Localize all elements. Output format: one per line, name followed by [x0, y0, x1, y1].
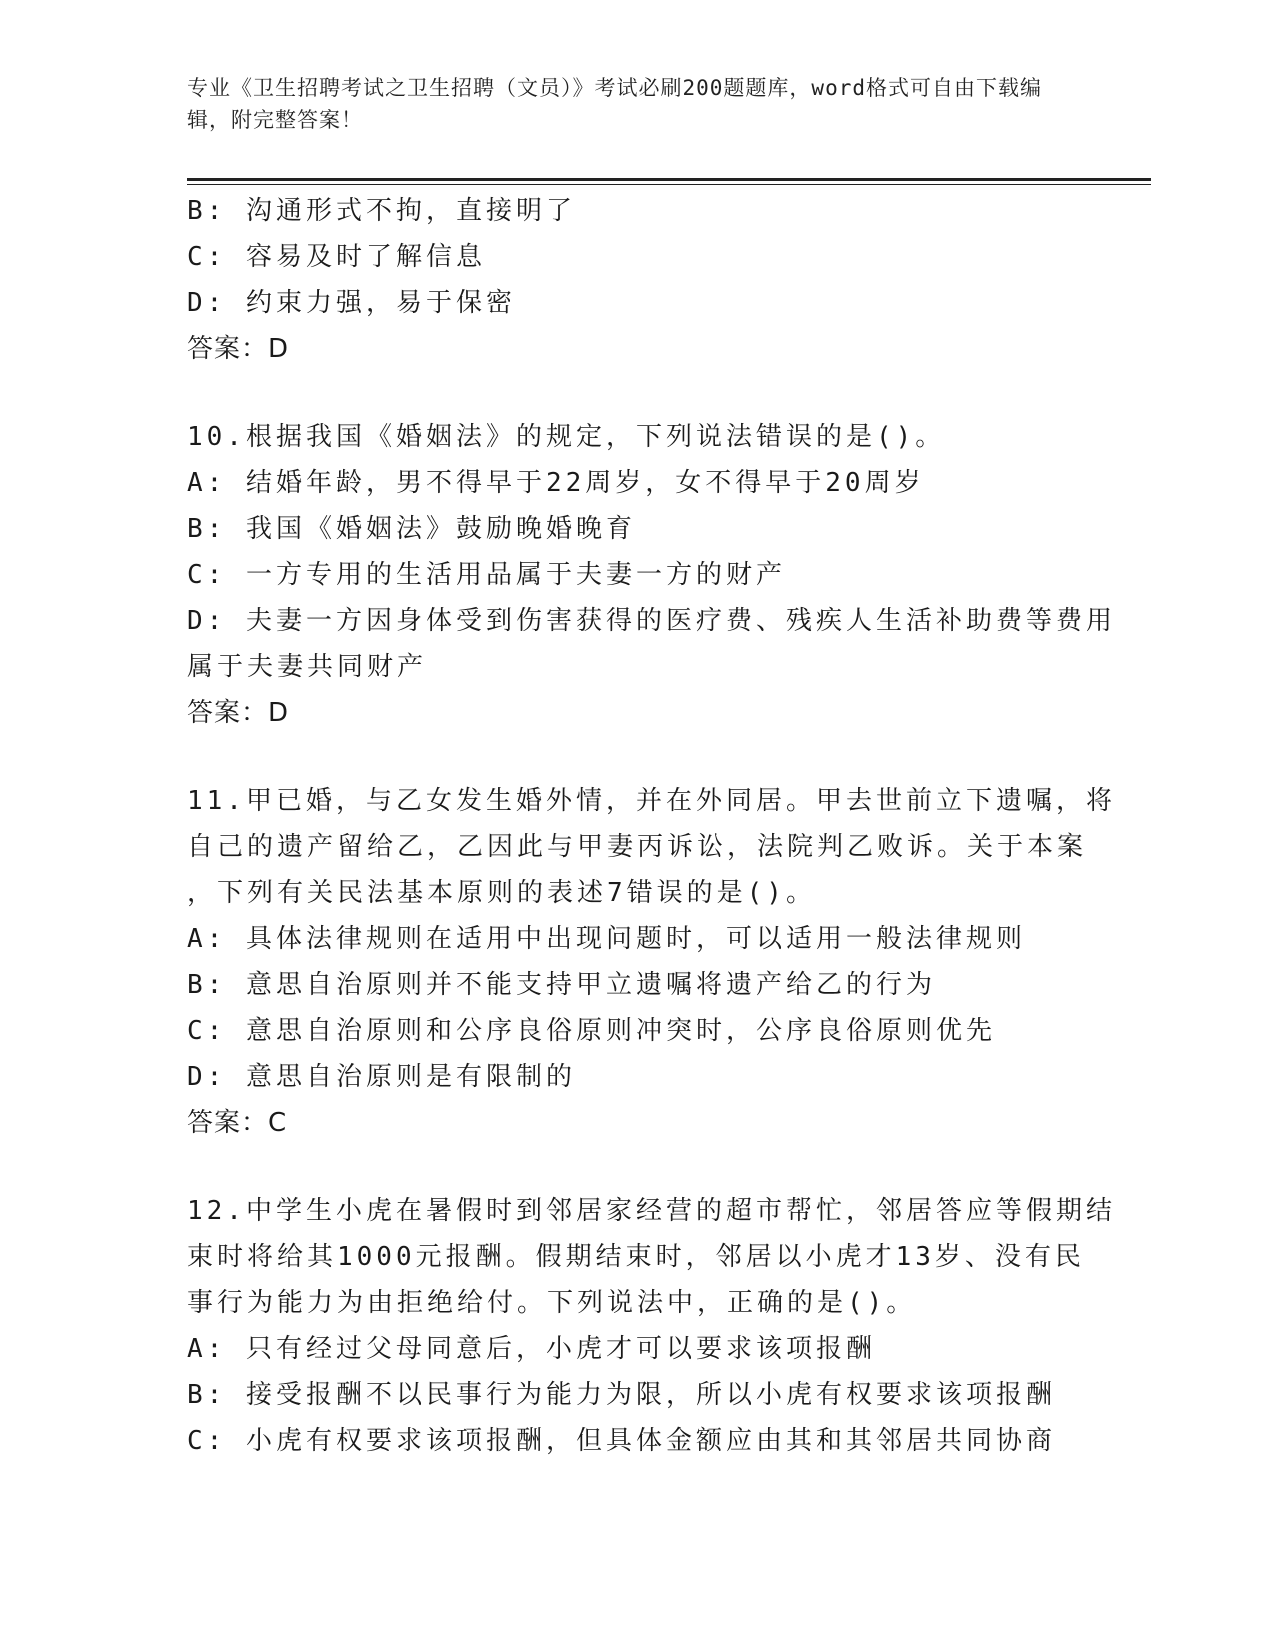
- question-content: [187, 188, 1116, 1464]
- option-d: D: 夫妻一方因身体受到伤害获得的医疗费、残疾人生活补助费等费用: [187, 606, 1116, 636]
- question-block-9: [187, 188, 1087, 372]
- question-stem-line: 束时将给其1000元报酬。假期结束时，邻居以小虎才13岁、没有民: [187, 1242, 1085, 1272]
- answer-line: 答案：D: [187, 698, 290, 728]
- option-b: B: 沟通形式不拘，直接明了: [187, 196, 576, 226]
- question-stem: 10.根据我国《婚姻法》的规定，下列说法错误的是()。: [187, 422, 946, 452]
- header-rule-thick: [187, 178, 1151, 181]
- spacer: [187, 736, 1087, 778]
- spacer: [187, 372, 1087, 414]
- option-d: D: 意思自治原则是有限制的: [187, 1062, 576, 1092]
- spacer: [187, 1146, 1087, 1188]
- option-a: A: 结婚年龄，男不得早于22周岁，女不得早于20周岁: [187, 468, 925, 498]
- option-d-continued: 属于夫妻共同财产: [187, 652, 428, 682]
- option-b: B: 接受报酬不以民事行为能力为限，所以小虎有权要求该项报酬: [187, 1380, 1056, 1410]
- option-b: B: 我国《婚姻法》鼓励晚婚晚育: [187, 514, 636, 544]
- question-stem-line: 12.中学生小虎在暑假时到邻居家经营的超市帮忙，邻居答应等假期结: [187, 1196, 1116, 1226]
- option-c: C: 一方专用的生活用品属于夫妻一方的财产: [187, 560, 786, 590]
- answer-line: 答案：C: [187, 1108, 288, 1138]
- option-c: C: 容易及时了解信息: [187, 242, 486, 272]
- answer-line: 答案：D: [187, 334, 290, 364]
- question-stem-line: 自己的遗产留给乙，乙因此与甲妻丙诉讼，法院判乙败诉。关于本案: [187, 832, 1088, 862]
- question-block-10: [187, 414, 1116, 736]
- option-c: C: 意思自治原则和公序良俗原则冲突时，公序良俗原则优先: [187, 1016, 996, 1046]
- question-stem-line: ，下列有关民法基本原则的表述7错误的是()。: [187, 878, 816, 908]
- option-b: B: 意思自治原则并不能支持甲立遗嘱将遗产给乙的行为: [187, 970, 936, 1000]
- question-stem-line: 事行为能力为由拒绝给付。下列说法中，正确的是()。: [187, 1288, 917, 1318]
- option-a: A: 只有经过父母同意后，小虎才可以要求该项报酬: [187, 1334, 876, 1364]
- question-stem-line: 11.甲已婚，与乙女发生婚外情，并在外同居。甲去世前立下遗嘱，将: [187, 786, 1116, 816]
- question-block-11: [187, 778, 1116, 1146]
- question-block-12: [187, 1188, 1116, 1464]
- document-header: 专业《卫生招聘考试之卫生招聘（文员）》考试必刷200题题库，word格式可自由下载编辑，附完整答案！: [187, 76, 1042, 132]
- option-d: D: 约束力强，易于保密: [187, 288, 516, 318]
- option-c: C: 小虎有权要求该项报酬，但具体金额应由其和其邻居共同协商: [187, 1426, 1056, 1456]
- header-rule-thin: [187, 184, 1151, 185]
- option-a: A: 具体法律规则在适用中出现问题时，可以适用一般法律规则: [187, 924, 1026, 954]
